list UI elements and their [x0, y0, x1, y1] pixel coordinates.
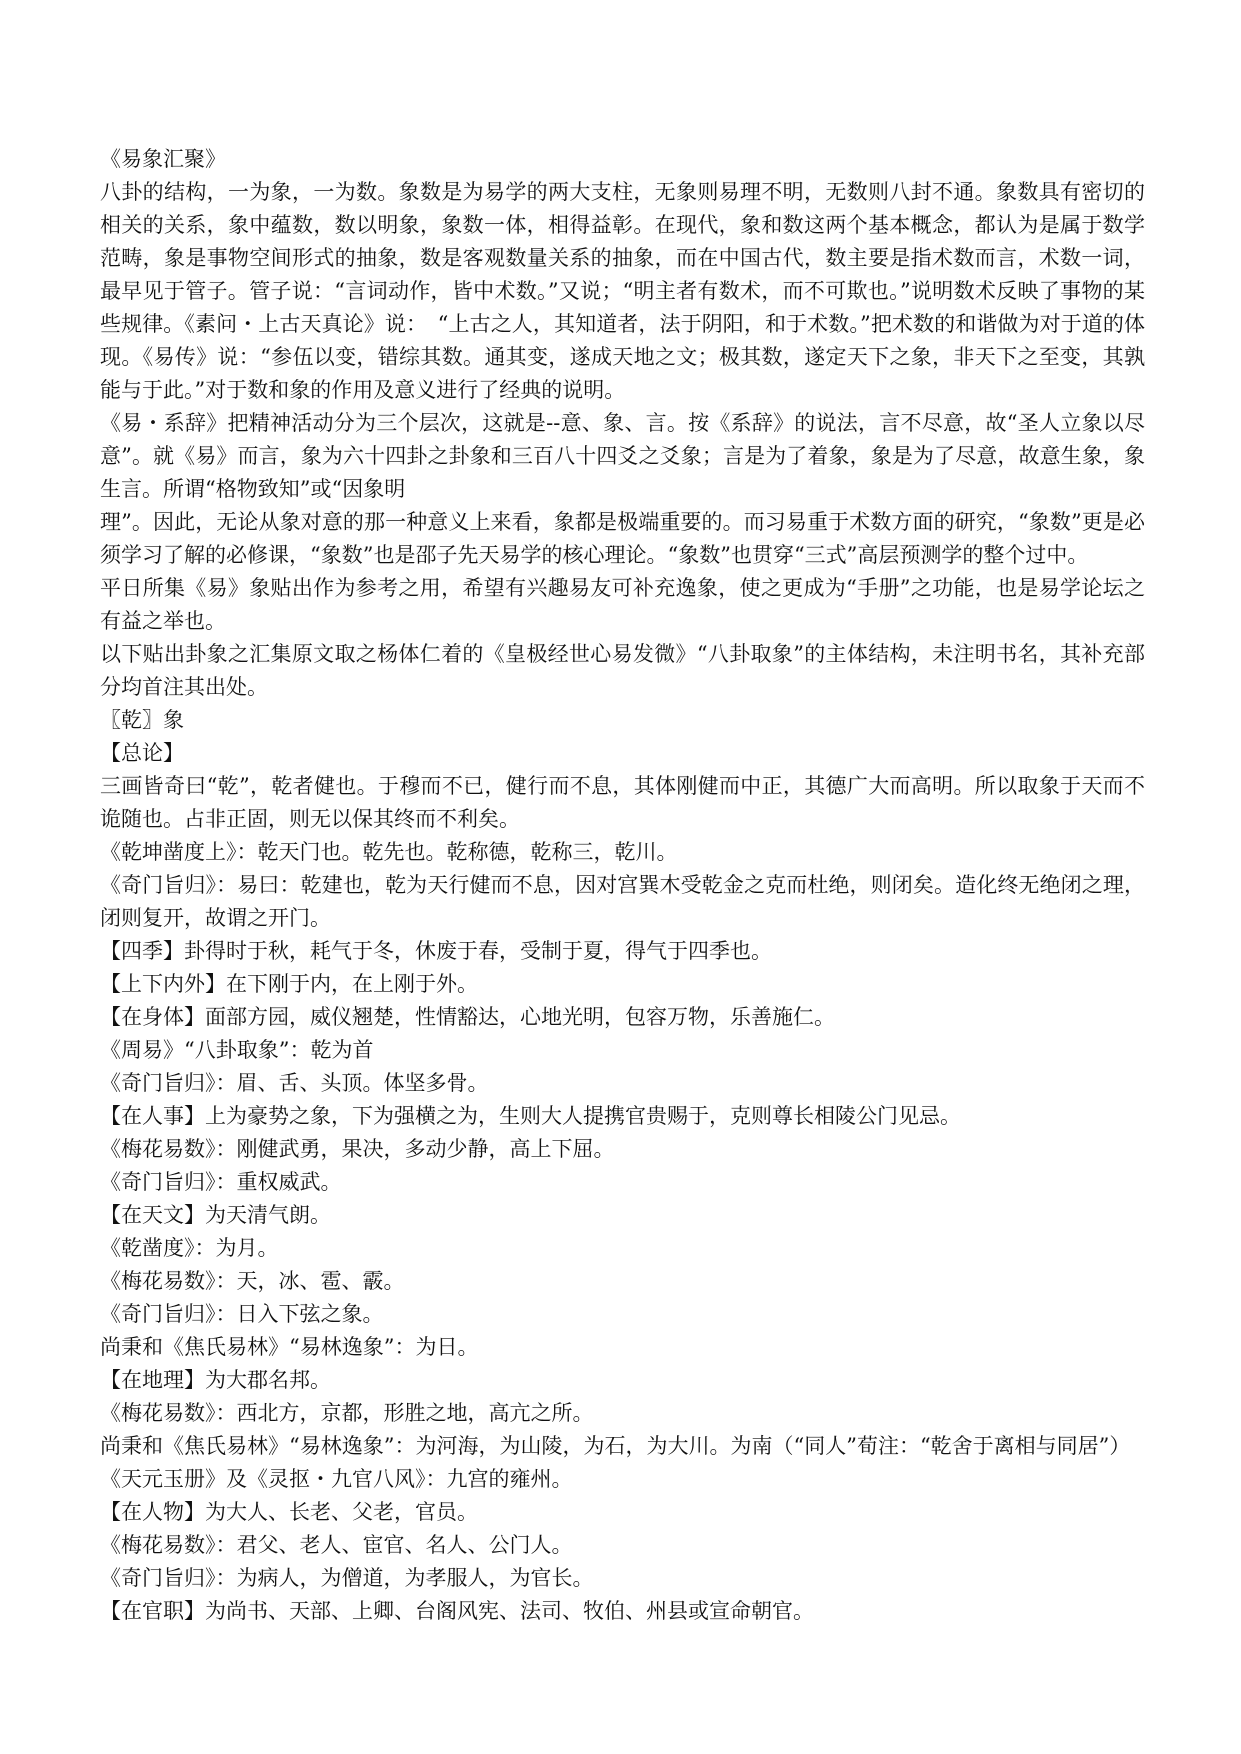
- paragraph: 《周易》“八卦取象”：乾为首: [100, 1038, 374, 1062]
- paragraph: 【在人物】为大人、长老、父老，官员。: [100, 1500, 478, 1524]
- paragraph: 《奇门旨归》：日入下弦之象。: [100, 1302, 384, 1326]
- paragraph: 【四季】卦得时于秋，耗气于冬，休废于春，受制于夏，得气于四季也。: [100, 939, 772, 963]
- paragraph: 《易・系辞》把精神活动分为三个层次，这就是--意、象、言。按《系辞》的说法，言不尽意，故“圣人立象以尽意”。就《易》而言，象为六十四卦之卦象和三百八十四爻之爻象；言是为了着象，象是为了尽意，故意生象，象生言。所谓“格物致知”或“因象明: [100, 411, 1145, 501]
- paragraph: 【在身体】面部方园，威仪翘楚，性情豁达，心地光明，包容万物，乐善施仁。: [100, 1005, 835, 1029]
- paragraph: 以下贴出卦象之汇集原文取之杨体仁着的《皇极经世心易发微》“八卦取象”的主体结构，未注明书名，其补充部分均首注其出处。: [100, 642, 1145, 699]
- paragraph: 《奇门旨归》：为病人，为僧道，为孝服人，为官长。: [100, 1566, 594, 1590]
- paragraph: 【在天文】为天清气朗。: [100, 1203, 331, 1227]
- paragraph: 《乾凿度》：为月。: [100, 1236, 279, 1260]
- paragraph: 平日所集《易》象贴出作为参考之用，希望有兴趣易友可补充逸象，使之更成为“手册”之功能，也是易学论坛之有益之举也。: [100, 576, 1145, 633]
- paragraph: 【上下内外】在下刚于内，在上刚于外。: [100, 972, 478, 996]
- paragraph: 《梅花易数》：西北方，京都，形胜之地，高亢之所。: [100, 1401, 594, 1425]
- paragraph: 【在官职】为尚书、天部、上卿、台阁风宪、法司、牧伯、州县或宣命朝官。: [100, 1599, 814, 1623]
- paragraph: 三画皆奇曰“乾”，乾者健也。于穆而不已，健行而不息，其体刚健而中正，其德广大而高明。所以取象于天而不诡随也。占非正固，则无以保其终而不利矣。: [100, 774, 1145, 831]
- paragraph: 《梅花易数》：刚健武勇，果决，多动少静，高上下屈。: [100, 1137, 615, 1161]
- paragraph: 尚秉和《焦氏易林》“易林逸象”：为河海，为山陵，为石，为大川。为南（“同人”荀注：“乾舍于离相与同居”）: [100, 1434, 1131, 1458]
- paragraph: 《奇门旨归》：易曰：乾建也，乾为天行健而不息，因对宫巽木受乾金之克而杜绝，则闭矣。造化终无绝闭之理，闭则复开，故谓之开门。: [100, 873, 1145, 930]
- paragraph: 《奇门旨归》：眉、舌、头顶。体坚多骨。: [100, 1071, 489, 1095]
- paragraph: 【在人事】上为豪势之象，下为强横之为，生则大人提携官贵赐于，克则尊长相陵公门见忌。: [100, 1104, 961, 1128]
- section-heading: 〖乾〗象: [100, 708, 184, 732]
- paragraph: 尚秉和《焦氏易林》“易林逸象”：为日。: [100, 1335, 479, 1359]
- paragraph: 《天元玉册》及《灵抠・九官八风》：九宫的雍州。: [100, 1467, 573, 1491]
- subsection-heading: 【总论】: [100, 741, 184, 765]
- paragraph: 《梅花易数》：天，冰、雹、霰。: [100, 1269, 405, 1293]
- paragraph: 八卦的结构，一为象，一为数。象数是为易学的两大支柱，无象则易理不明，无数则八封不通。象数具有密切的相关的关系，象中蕴数，数以明象，象数一体，相得益彰。在现代，象和数这两个基本概念，都认为是属于数学范畴，象是事物空间形式的抽象，数是客观数量关系的抽象，而在中国古代，数主要是指术数而言，术数一词，最早见于管子。管子说：“言词动作，皆中术数。”又说；“明主者有数术，而不可欺也。”说明数术反映了事物的某些规律。《素问・上古天真论》说： “上古之人，其知道者，法于阴阳，和于术数。”把术数的和谐做为对于道的体现。《易传》说：“参伍以变，错综其数。通其变，遂成天地之文；极其数，遂定天下之象，非天下之至变，其孰能与于此。”对于数和象的作用及意义进行了经典的说明。: [100, 180, 1145, 402]
- paragraph: 【在地理】为大郡名邦。: [100, 1368, 331, 1392]
- paragraph: 《奇门旨归》：重权威武。: [100, 1170, 342, 1194]
- document-title: 《易象汇聚》: [100, 147, 226, 171]
- paragraph: 《乾坤凿度上》：乾天门也。乾先也。乾称德，乾称三，乾川。: [100, 840, 678, 864]
- paragraph: 《梅花易数》：君父、老人、宦官、名人、公门人。: [100, 1533, 573, 1557]
- paragraph: 理”。因此，无论从象对意的那一种意义上来看，象都是极端重要的。而习易重于术数方面的研究，“象数”更是必须学习了解的必修课，“象数”也是邵子先天易学的核心理论。“象数”也贯穿“三式”高层预测学的整个过中。: [100, 510, 1145, 567]
- document-body: [100, 143, 1145, 1628]
